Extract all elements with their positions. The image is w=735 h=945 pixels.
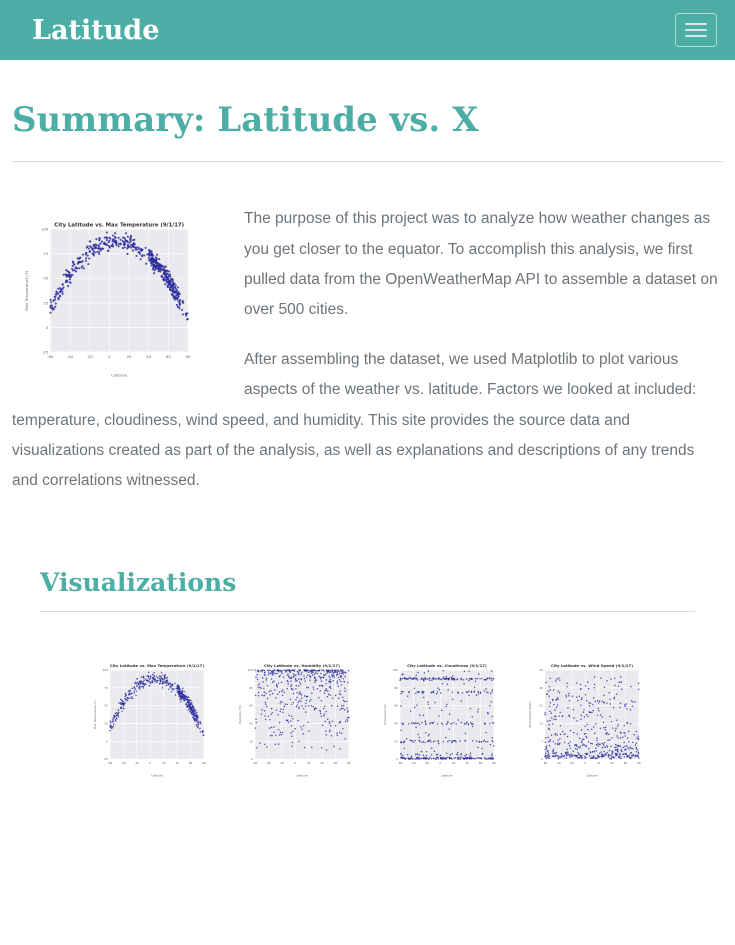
svg-text:35: 35: [539, 668, 543, 673]
svg-text:50: 50: [43, 276, 49, 282]
svg-text:-40: -40: [66, 354, 74, 360]
svg-text:Latitude: Latitude: [441, 773, 453, 778]
svg-text:60: 60: [165, 354, 171, 360]
page-title: Summary: Latitude vs. X: [12, 100, 479, 140]
humidity-thumbnail-chart: [237, 656, 353, 778]
svg-text:Cloudiness (%): Cloudiness (%): [383, 704, 387, 726]
thumbnail-wind-speed[interactable]: [527, 656, 643, 783]
svg-text:Latitude: Latitude: [296, 773, 308, 778]
svg-text:20: 20: [249, 739, 253, 744]
svg-text:25: 25: [43, 300, 49, 306]
svg-text:20: 20: [451, 761, 456, 766]
navbar: [0, 0, 735, 60]
svg-text:0: 0: [541, 757, 543, 762]
svg-text:40: 40: [175, 761, 179, 766]
svg-text:100: 100: [247, 668, 253, 673]
svg-text:21: 21: [539, 703, 543, 708]
latitude-vs-max-temperature-chart: [24, 210, 194, 378]
svg-text:50: 50: [104, 703, 108, 708]
svg-text:-60: -60: [47, 354, 54, 360]
svg-text:80: 80: [249, 686, 253, 691]
svg-text:-20: -20: [86, 354, 93, 360]
svg-text:-40: -40: [266, 761, 271, 766]
svg-text:0: 0: [45, 325, 49, 331]
svg-text:75: 75: [43, 251, 49, 257]
thumbnail-max-temperature[interactable]: [92, 656, 208, 783]
svg-text:-40: -40: [411, 761, 416, 766]
menu-toggle-button[interactable]: [675, 13, 717, 47]
svg-text:-40: -40: [121, 761, 126, 766]
svg-text:40: 40: [394, 721, 398, 726]
summary-paragraph-2: After assembling the dataset, we used Matplotlib to plot various aspects of the weather vs. latitude. Factors we looked at included: temperature, cloudiness, wind speed, and humidity. This site provides the source data and visualizations created as part of the analysis, as well as explanations and descriptions of any trends and correlations witnessed.: [12, 351, 697, 490]
svg-text:0: 0: [251, 757, 253, 762]
svg-text:City Latitude vs. Cloudiness (: City Latitude vs. Cloudiness (9/1/17): [407, 663, 487, 669]
svg-text:Max Temperature (F): Max Temperature (F): [93, 700, 97, 730]
svg-text:-20: -20: [569, 761, 575, 766]
visualizations-section: [40, 568, 695, 783]
max-temperature-thumbnail-chart: [92, 656, 208, 778]
svg-text:25: 25: [104, 721, 108, 726]
svg-text:20: 20: [306, 761, 311, 766]
svg-text:60: 60: [623, 761, 628, 766]
svg-text:0: 0: [294, 761, 297, 766]
svg-text:40: 40: [465, 761, 469, 766]
svg-text:-20: -20: [424, 761, 430, 766]
svg-text:20: 20: [394, 739, 398, 744]
svg-text:80: 80: [347, 761, 351, 766]
svg-text:-60: -60: [252, 761, 258, 766]
svg-text:80: 80: [492, 761, 496, 766]
svg-text:City Latitude vs. Humidity (9/: City Latitude vs. Humidity (9/1/17): [264, 663, 340, 669]
svg-text:0: 0: [439, 761, 442, 766]
svg-text:80: 80: [394, 686, 398, 691]
svg-text:Latitude: Latitude: [151, 773, 163, 778]
svg-text:100: 100: [392, 668, 398, 673]
svg-text:20: 20: [161, 761, 166, 766]
svg-text:0: 0: [108, 354, 111, 360]
title-divider: [12, 161, 723, 162]
svg-text:60: 60: [333, 761, 338, 766]
visualizations-divider: [40, 611, 695, 612]
svg-text:20: 20: [126, 354, 132, 360]
svg-text:0: 0: [106, 739, 108, 744]
visualization-thumbnails: [40, 656, 695, 783]
svg-text:28: 28: [539, 686, 543, 691]
svg-text:Max Temperature (F): Max Temperature (F): [24, 270, 29, 312]
svg-text:80: 80: [202, 761, 206, 766]
svg-text:City Latitude vs. Max Temperat: City Latitude vs. Max Temperature (9/1/17): [54, 222, 185, 229]
svg-text:-25: -25: [42, 349, 49, 355]
svg-text:40: 40: [249, 721, 253, 726]
svg-text:-20: -20: [279, 761, 285, 766]
svg-text:14: 14: [539, 721, 543, 726]
svg-text:60: 60: [249, 703, 253, 708]
svg-text:-25: -25: [103, 757, 108, 762]
svg-text:100: 100: [40, 227, 49, 233]
svg-text:Latitude: Latitude: [586, 773, 598, 778]
svg-text:Latitude: Latitude: [111, 372, 128, 378]
svg-text:-40: -40: [556, 761, 561, 766]
svg-text:40: 40: [610, 761, 614, 766]
svg-text:80: 80: [637, 761, 641, 766]
svg-text:0: 0: [149, 761, 152, 766]
svg-text:7: 7: [541, 739, 543, 744]
svg-text:80: 80: [185, 354, 191, 360]
cloudiness-thumbnail-chart: [382, 656, 498, 778]
wind-speed-thumbnail-chart: [527, 656, 643, 778]
thumbnail-humidity[interactable]: [237, 656, 353, 783]
svg-text:City Latitude vs. Max Temperat: City Latitude vs. Max Temperature (9/1/17): [109, 663, 205, 669]
summary-section: [12, 204, 723, 496]
svg-text:60: 60: [394, 703, 398, 708]
svg-text:0: 0: [396, 757, 398, 762]
svg-text:60: 60: [188, 761, 193, 766]
thumbnail-cloudiness[interactable]: [382, 656, 498, 783]
visualizations-heading: Visualizations: [40, 568, 237, 598]
summary-chart-figure: [24, 210, 194, 383]
svg-text:40: 40: [146, 354, 152, 360]
main-content: [0, 102, 735, 783]
svg-text:-60: -60: [542, 761, 548, 766]
svg-text:City Latitude vs. Wind Speed (: City Latitude vs. Wind Speed (9/1/17): [550, 663, 634, 669]
svg-text:100: 100: [102, 668, 108, 673]
svg-text:-60: -60: [397, 761, 403, 766]
svg-text:20: 20: [596, 761, 601, 766]
svg-text:60: 60: [478, 761, 483, 766]
summary-paragraph-1: The purpose of this project was to analyze how weather changes as you get closer to the equator. To accomplish this analysis, we first pulled data from the OpenWeatherMap API to assemble a dataset on over 500 cities.: [244, 210, 718, 319]
svg-text:40: 40: [320, 761, 324, 766]
svg-text:0: 0: [584, 761, 587, 766]
svg-text:-20: -20: [134, 761, 140, 766]
brand-link[interactable]: Latitude: [32, 14, 160, 46]
svg-text:Humidity (%): Humidity (%): [238, 705, 242, 725]
svg-text:-60: -60: [107, 761, 113, 766]
svg-text:75: 75: [104, 686, 108, 691]
svg-text:Wind Speed (mph): Wind Speed (mph): [528, 701, 532, 728]
